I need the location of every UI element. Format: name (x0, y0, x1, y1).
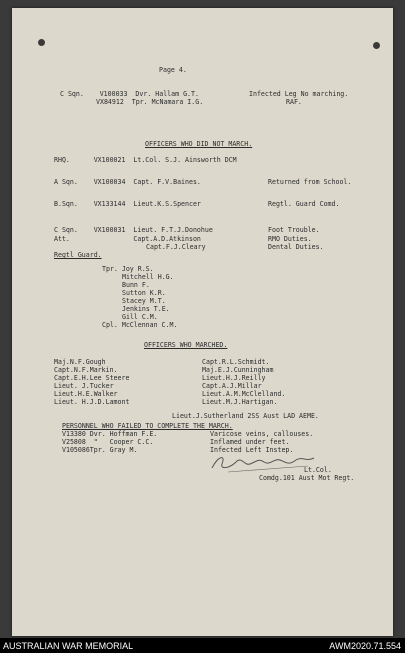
text-line: Cpl. McClennan C.M. (102, 321, 178, 329)
text-line: Inflamed under feet. (210, 438, 290, 446)
text-line: Mitchell H.G. (122, 273, 174, 281)
text-line: RHQ. VX100021 Lt.Col. S.J. Ainsworth DCM (54, 156, 237, 164)
footer-accession-number: AWM2020.71.554 (329, 641, 401, 651)
text-line: Lieut.J.Sutherland 2SS Aust LAD AEME. (172, 412, 319, 420)
text-line: RMO Duties. (268, 235, 312, 243)
text-line: V13380 Dvr. Hoffman F.E. (62, 430, 158, 438)
text-line: Capt.R.L.Schmidt. (202, 358, 270, 366)
section-heading: OFFICERS WHO MARCHED. (144, 341, 228, 349)
text-line: Jenkins T.E. (122, 305, 170, 313)
text-line: Returned from School. (268, 178, 352, 186)
page-number: Page 4. (159, 66, 187, 74)
text-line: Tpr. Joy R.S. (102, 265, 154, 273)
text-line: Foot Trouble. (268, 226, 320, 234)
text-line: Gill C.M. (122, 313, 158, 321)
text-line: Maj.N.F.Gough (54, 358, 106, 366)
signature-rank: Lt.Col. (304, 466, 332, 474)
punch-hole (373, 42, 380, 49)
text-line: Dental Duties. (268, 243, 324, 251)
punch-hole (38, 39, 45, 46)
text-line: Infected Left Instep. (210, 446, 294, 454)
text-line: Lieut.A.M.McClelland. (202, 390, 286, 398)
text-line: Varicose veins, callouses. (210, 430, 314, 438)
text-line: Lieut.H.E.Walker (54, 390, 118, 398)
section-heading: PERSONNEL WHO FAILED TO COMPLETE THE MARCH. (62, 422, 233, 430)
text-line: Capt.N.F.Markin. (54, 366, 118, 374)
text-line: Regtl. Guard Comd. (268, 200, 340, 208)
text-line: Stacey M.T. (122, 297, 166, 305)
text-line: RAF. (286, 98, 302, 106)
text-line: Maj.E.J.Cunningham (202, 366, 274, 374)
guard-heading: Regtl Guard. (54, 251, 102, 259)
text-line: Lieut. H.J.D.Lamont (54, 398, 130, 406)
text-line: Att. Capt.A.D.Atkinson (54, 235, 201, 243)
text-line: V25808 " Cooper C.C. (62, 438, 154, 446)
footer-institution: AUSTRALIAN WAR MEMORIAL (3, 641, 134, 651)
text-line: VX84912 Tpr. McNamara I.G. (96, 98, 204, 106)
document-page (12, 8, 393, 636)
text-line: Capt.F.J.Cleary (146, 243, 206, 251)
text-line: Infected Leg No marching. (249, 90, 349, 98)
text-line: Bunn F. (122, 281, 150, 289)
text-line: C Sqn. V100033 Dvr. Hallam G.T. (60, 90, 199, 98)
text-line: Lieut.M.J.Hartigan. (202, 398, 278, 406)
text-line: Lieut. J.Tucker (54, 382, 114, 390)
text-line: Lieut.H.J.Reilly (202, 374, 266, 382)
footer-bar (0, 638, 405, 653)
text-line: Capt.A.J.Millar (202, 382, 262, 390)
signature-command: Comdg.101 Aust Mot Regt. (259, 474, 355, 482)
text-line: C Sqn. VX100031 Lieut. F.T.J.Donohue (54, 226, 213, 234)
text-line: B.Sqn. VX133144 Lieut.K.S.Spencer (54, 200, 201, 208)
text-line: Sutton K.R. (122, 289, 166, 297)
text-line: V105086Tpr. Gray M. (62, 446, 138, 454)
section-heading: OFFICERS WHO DID NOT MARCH. (145, 140, 253, 148)
text-line: A Sqn. VX100034 Capt. F.V.Baines. (54, 178, 201, 186)
text-line: Capt.E.H.Lee Steere (54, 374, 130, 382)
